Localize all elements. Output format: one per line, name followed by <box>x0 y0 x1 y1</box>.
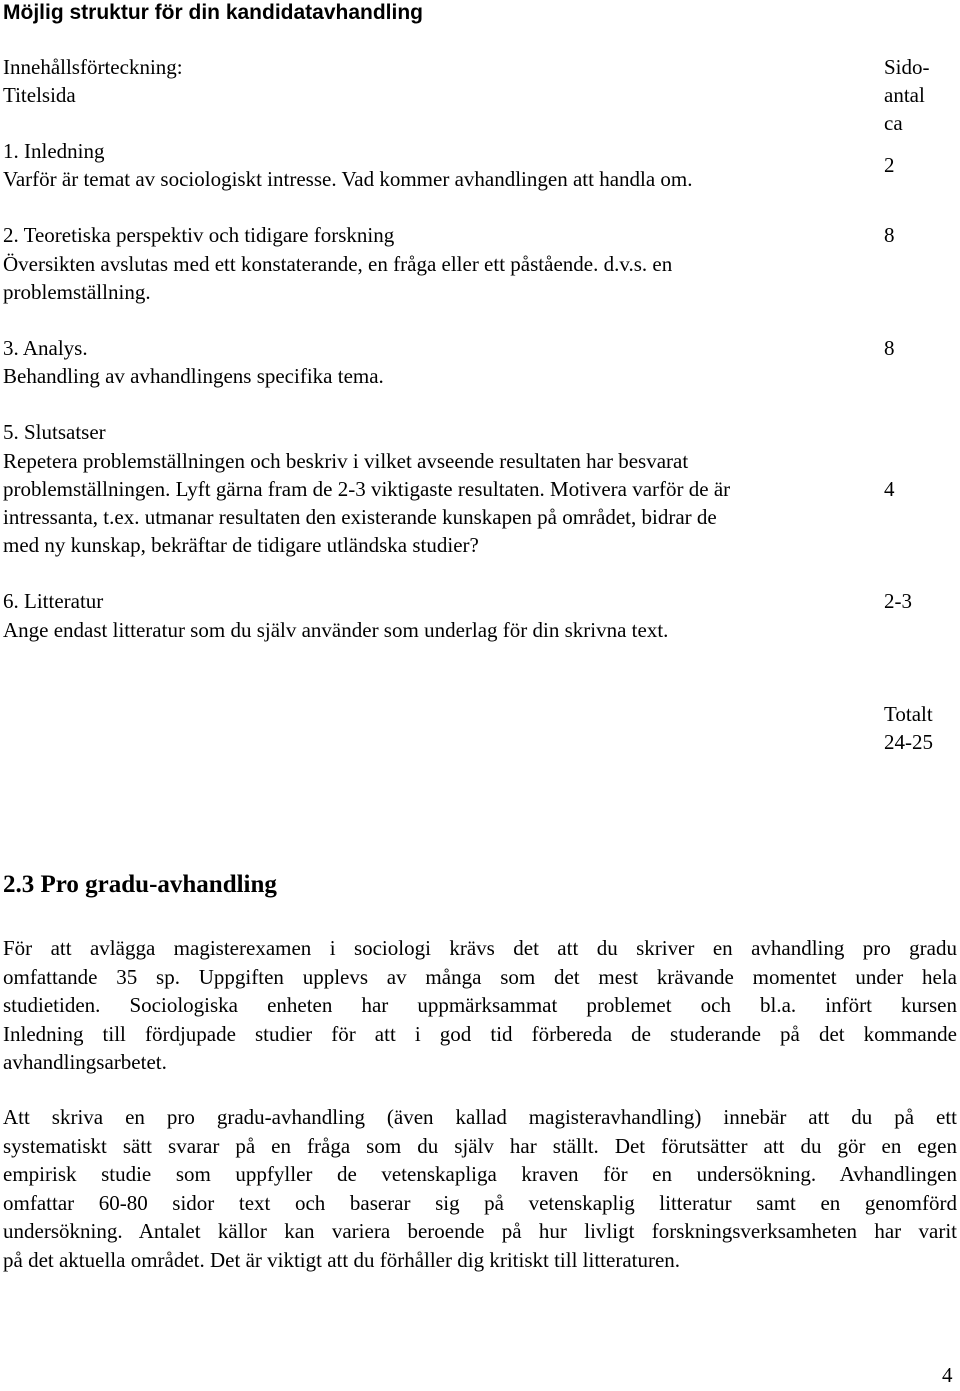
section-heading: 2.3 Pro gradu-avhandling <box>3 871 277 898</box>
toc-section-line: intressanta, t.ex. utmanar resultaten den existerande kunskapen på området, bidrar de <box>3 505 717 529</box>
pages-header-line-1: Sido- <box>884 55 930 79</box>
toc-section-title: 2. Teoretiska perspektiv och tidigare forskning <box>3 223 395 247</box>
toc-section-line: problemställning. <box>3 280 151 304</box>
pages-header-line-2: antal <box>884 83 925 107</box>
paragraph-line: systematiskt sätt svarar på en fråga som du själv har ställt. Det förutsätter att du gör en egen <box>3 1133 957 1158</box>
toc-section-title: 3. Analys. <box>3 336 88 360</box>
pages-header-line-3: ca <box>884 111 903 135</box>
toc-total-label: Totalt <box>884 702 933 726</box>
toc-label: Innehållsförteckning: <box>3 55 183 79</box>
paragraph-line: omfattande 35 sp. Uppgiften upplevs av många som det mest krävande momentet under hela <box>3 964 957 989</box>
paragraph-line: Inledning till fördjupade studier för att i god tid förbereda de studerande på det kommande <box>3 1021 957 1046</box>
paragraph-line: Att skriva en pro gradu-avhandling (även kallad magisteravhandling) innebär att du på ett <box>3 1105 957 1129</box>
toc-section-line: problemställningen. Lyft gärna fram de 2-3 viktigaste resultaten. Motivera varför de är <box>3 477 731 501</box>
toc-section-pages: 2 <box>884 153 895 177</box>
toc-section-pages: 8 <box>884 223 895 247</box>
paragraph-line: För att avlägga magisterexamen i sociologi krävs det att du skriver en avhandling pro gradu <box>3 936 957 960</box>
paragraph-line: empirisk studie som uppfyller de vetenskapliga kraven för en undersökning. Avhandlingen <box>3 1162 957 1186</box>
paragraph-line: undersökning. Antalet källor kan variera beroende på hur livligt forskningsverksamheten har varit <box>3 1219 957 1243</box>
document-heading: Möjlig struktur för din kandidatavhandling <box>3 1 424 24</box>
toc-total-value: 24-25 <box>884 730 933 754</box>
toc-section-pages: 2-3 <box>884 589 912 613</box>
paragraph-line: studietiden. Sociologiska enheten har uppmärksammat problemet och bl.a. infört kursen <box>3 993 957 1017</box>
toc-section-line: Varför är temat av sociologiskt intresse. Vad kommer avhandlingen att handla om. <box>3 167 693 191</box>
paragraph-line: omfattar 60-80 sidor text och baserar sig på vetenskaplig litteratur samt en genomförd <box>3 1190 957 1215</box>
toc-section-title: 5. Slutsatser <box>3 420 106 444</box>
toc-section-title: 1. Inledning <box>3 139 105 163</box>
toc-title-page: Titelsida <box>3 83 76 107</box>
paragraph-line: avhandlingsarbetet. <box>3 1050 167 1074</box>
body-paragraph <box>3 1103 957 1274</box>
toc-section-line: Repetera problemställningen och beskriv i vilket avseende resultaten har besvarat <box>3 449 689 473</box>
page-number: 4 <box>942 1363 953 1387</box>
paragraph-line: på det aktuella området. Det är viktigt att du förhåller dig kritiskt till litteraturen. <box>3 1247 681 1272</box>
toc-section-line: Översikten avslutas med ett konstaterande, en fråga eller ett påstående. d.v.s. en <box>3 252 673 276</box>
toc-section-title: 6. Litteratur <box>3 589 104 613</box>
body-paragraph <box>3 934 957 1077</box>
toc-section-line: Ange endast litteratur som du själv använder som underlag för din skrivna text. <box>3 618 669 642</box>
toc-section-line: med ny kunskap, bekräftar de tidigare utländska studier? <box>3 533 479 557</box>
toc-section-line: Behandling av avhandlingens specifika tema. <box>3 364 384 388</box>
toc-section-pages: 4 <box>884 477 895 501</box>
toc-section-pages: 8 <box>884 336 895 360</box>
